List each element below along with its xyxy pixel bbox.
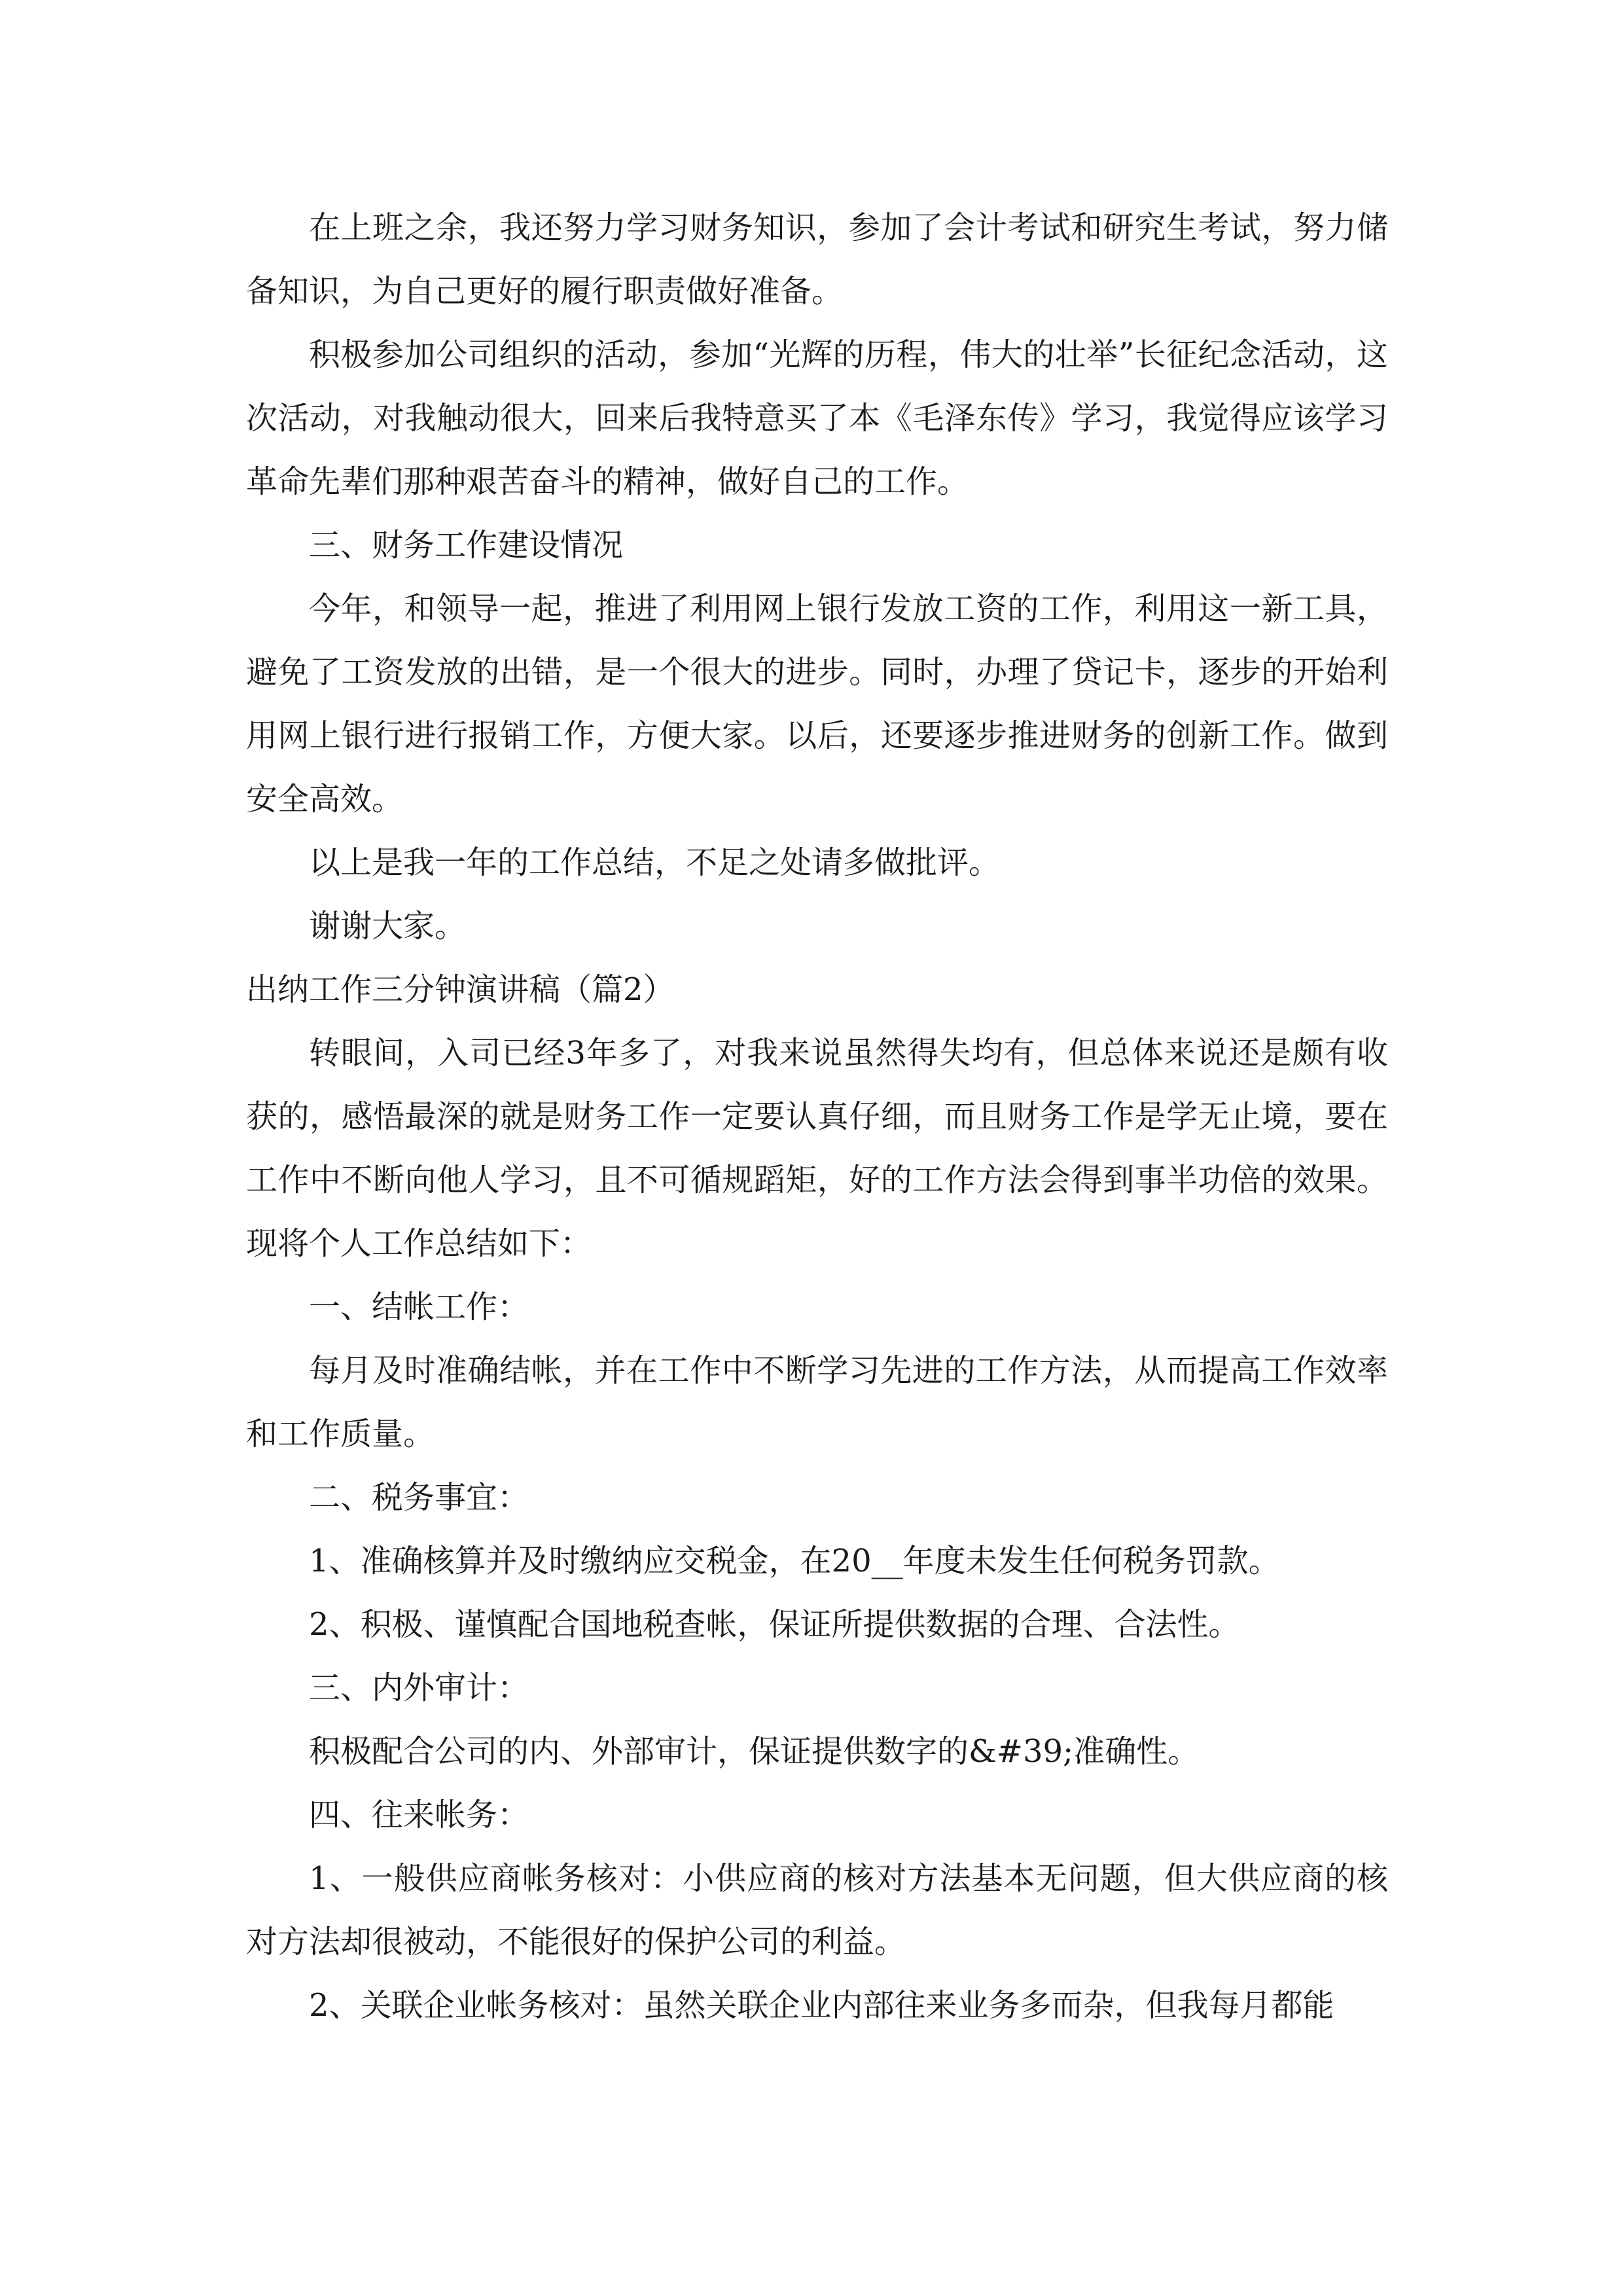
paragraph-supplier-reconciliation: 1、一般供应商帐务核对：小供应商的核对方法基本无问题，但大供应商的核对方法却很被动，不能很好的保护公司的利益。 [246,1860,1388,1960]
paragraph-monthly-closing: 每月及时准确结帐，并在工作中不断学习先进的工作方法，从而提高工作效率和工作质量。 [246,1352,1388,1452]
section-heading-finance-construction: 三、财务工作建设情况 [309,527,624,564]
section-heading-tax-matters: 二、税务事宜： [309,1479,529,1516]
paragraph-thanks: 谢谢大家。 [309,908,467,944]
paragraph-affiliate-reconciliation: 2、关联企业帐务核对：虽然关联企业内部往来业务多而杂，但我每月都能 [309,1987,1334,2024]
paragraph-online-banking: 今年，和领导一起，推进了利用网上银行发放工资的工作，利用这一新工具，避免了工资发放的出错，是一个很大的进步。同时，办理了贷记卡，逐步的开始利用网上银行进行报销工作，方便大家。以后，还要逐步推进财务的创新工作。做到安全高效。 [246,590,1388,817]
paragraph-summary-closing: 以上是我一年的工作总结，不足之处请多做批评。 [309,844,1001,881]
section-heading-closing-accounts: 一、结帐工作： [309,1289,529,1325]
paragraph-study-after-work: 在上班之余，我还努力学习财务知识，参加了会计考试和研究生考试，努力储备知识，为自己更好的履行职责做好准备。 [246,209,1388,310]
document-body [246,196,1388,2037]
paragraph-tax-item-2: 2、积极、谨慎配合国地税查帐，保证所提供数据的合理、合法性。 [309,1606,1240,1643]
paragraph-tax-item-1: 1、准确核算并及时缴纳应交税金，在20__年度未发生任何税务罚款。 [309,1543,1280,1579]
paragraph-company-activities: 积极参加公司组织的活动，参加“光辉的历程，伟大的壮举”长征纪念活动，这次活动，对我触动很大，回来后我特意买了本《毛泽东传》学习，我觉得应该学习革命先辈们那种艰苦奋斗的精神，做好自己的工作。 [246,336,1388,500]
article-title-part-2: 出纳工作三分钟演讲稿（篇2） [246,971,675,1008]
section-heading-audit: 三、内外审计： [309,1670,529,1706]
paragraph-intro-three-years: 转眼间，入司已经3年多了，对我来说虽然得失均有，但总体来说还是颇有收获的，感悟最深的就是财务工作一定要认真仔细，而且财务工作是学无止境，要在工作中不断向他人学习，且不可循规蹈矩，好的工作方法会得到事半功倍的效果。现将个人工作总结如下： [246,1035,1388,1262]
paragraph-audit: 积极配合公司的内、外部审计，保证提供数字的&#39;准确性。 [309,1733,1200,1770]
section-heading-accounts-reconciliation: 四、往来帐务： [309,1797,529,1833]
